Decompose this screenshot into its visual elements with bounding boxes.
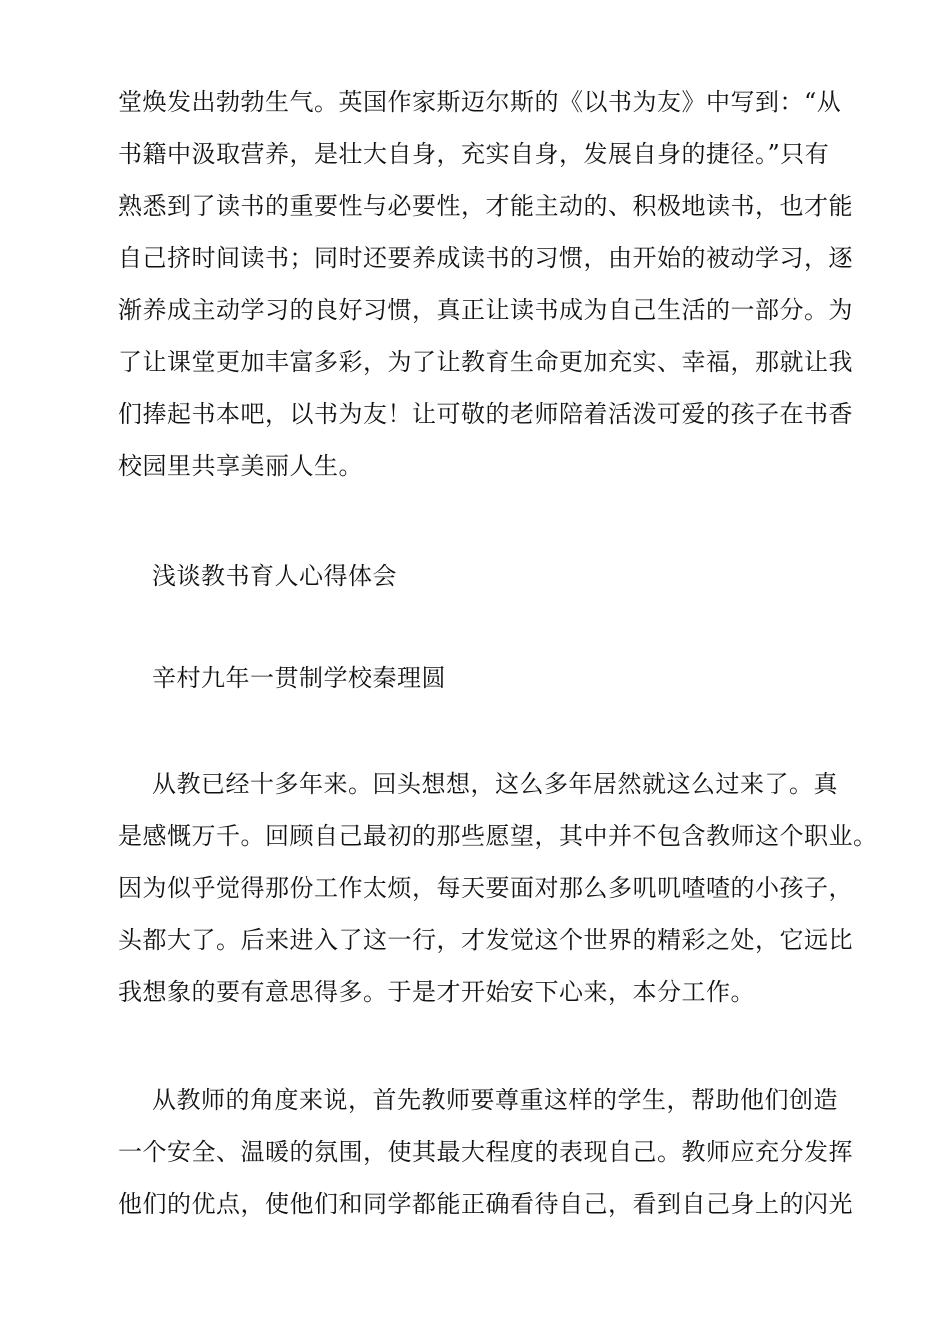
article-author: 辛村九年一贯制学校秦理圆 bbox=[152, 664, 446, 692]
para2-line-1: 从教已经十多年来。回头想想，这么多年居然就这么过来了。真 bbox=[152, 770, 838, 798]
para1-line-7: 们捧起书本吧，以书为友！让可敬的老师陪着活泼可爱的孩子在书香 bbox=[118, 400, 853, 428]
para2-line-3: 因为似乎觉得那份工作太烦，每天要面对那么多叽叽喳喳的小孩子， bbox=[118, 874, 853, 902]
para3-line-3: 他们的优点，使他们和同学都能正确看待自己，看到自己身上的闪光 bbox=[118, 1190, 853, 1218]
para3-line-2: 一个安全、温暖的氛围，使其最大程度的表现自己。教师应充分发挥 bbox=[118, 1138, 853, 1166]
article-title: 浅谈教书育人心得体会 bbox=[152, 562, 397, 590]
para1-line-4: 自己挤时间读书；同时还要养成读书的习惯，由开始的被动学习，逐 bbox=[118, 244, 853, 272]
para2-line-5: 我想象的要有意思得多。于是才开始安下心来，本分工作。 bbox=[118, 978, 755, 1006]
para1-line-6: 了让课堂更加丰富多彩，为了让教育生命更加充实、幸福，那就让我 bbox=[118, 348, 853, 376]
para2-line-4: 头都大了。后来进入了这一行，才发觉这个世界的精彩之处，它远比 bbox=[118, 926, 853, 954]
para1-line-3: 熟悉到了读书的重要性与必要性，才能主动的、积极地读书，也才能 bbox=[118, 192, 853, 220]
para3-line-1: 从教师的角度来说，首先教师要尊重这样的学生，帮助他们创造 bbox=[152, 1086, 838, 1114]
para2-line-2: 是感慨万千。回顾自己最初的那些愿望，其中并不包含教师这个职业。 bbox=[118, 822, 878, 850]
para1-line-5: 渐养成主动学习的良好习惯，真正让读书成为自己生活的一部分。为 bbox=[118, 296, 853, 324]
para1-line-1: 堂焕发出勃勃生气。英国作家斯迈尔斯的《以书为友》中写到：“从 bbox=[118, 88, 842, 116]
para1-line-2: 书籍中汲取营养，是壮大自身，充实自身，发展自身的捷径。”只有 bbox=[118, 140, 830, 168]
para1-line-8: 校园里共享美丽人生。 bbox=[118, 452, 363, 480]
